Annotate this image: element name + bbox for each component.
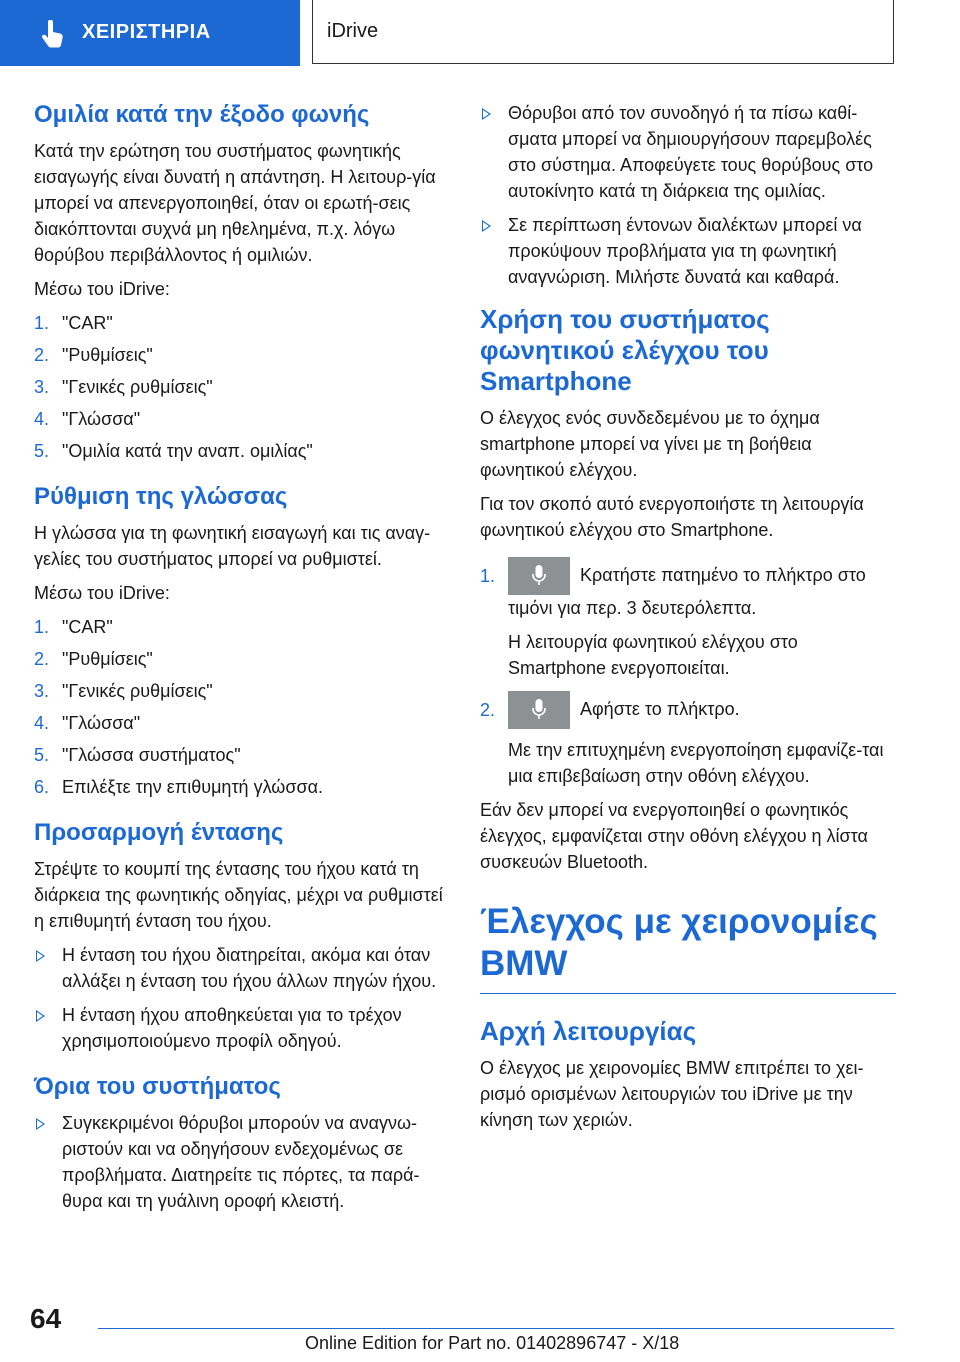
triangle-bullet-icon [36, 1010, 45, 1022]
hand-pointer-icon [40, 20, 66, 48]
steps-list [34, 310, 450, 464]
triangle-bullet-icon [482, 220, 491, 232]
section-title: iDrive [327, 20, 379, 42]
list-item [34, 710, 450, 736]
paragraph: Ο έλεγχος ενός συνδεδεμένου με το όχημα smartphone μπορεί να γίνει με τη βοήθεια φωνητικού ελέγχου. [480, 408, 820, 480]
step-result: Η λειτουργία φωνητικού ελέγχου στο Smartphone ενεργοποιείται. [508, 632, 798, 678]
steps-list [480, 691, 896, 729]
list-item [480, 212, 896, 290]
page-header [0, 0, 960, 66]
paragraph: Η γλώσσα για τη φωνητική εισαγωγή και τις αναγ-γελίες του συστήματος μπορεί να ρυθμιστεί. [34, 523, 431, 569]
notes-list [34, 1110, 450, 1214]
left-column [34, 100, 450, 1222]
step-text: Επιλέξτε την επιθυμητή γλώσσα. [62, 777, 323, 797]
step-number: 5. [34, 745, 50, 765]
step-number: 1. [34, 617, 50, 637]
list-item [34, 646, 450, 672]
heading-smartphone-voice: Χρήση του συστήματος φωνητικού ελέγχου του Smartphone [480, 304, 770, 396]
step-text: "Ρυθμίσεις" [62, 649, 153, 669]
list-item [480, 691, 896, 729]
step-number: 4. [34, 409, 50, 429]
notes-list [34, 942, 450, 1054]
list-item [34, 1110, 450, 1214]
list-item [34, 310, 450, 336]
bullet-text: Σε περίπτωση έντονων διαλέκτων μπορεί να προκύψουν προβλήματα για τη φωνητική αναγνώριση. Μιλήστε δυνατά και καθαρά. [508, 215, 862, 287]
step-text: "Γενικές ρυθμίσεις" [62, 377, 213, 397]
step-number: 5. [34, 441, 50, 461]
paragraph: Εάν δεν μπορεί να ενεργοποιηθεί ο φωνητικός έλεγχος, εμφανίζεται στην οθόνη ελέγχου η λίστα συσκευών Bluetooth. [480, 800, 868, 872]
list-item [34, 438, 450, 464]
step-text: "CAR" [62, 617, 113, 637]
steps-list [34, 614, 450, 800]
step-number: 1. [480, 566, 496, 586]
triangle-bullet-icon [482, 108, 491, 120]
list-item [480, 100, 896, 204]
step-text: "Ομιλία κατά την αναπ. ομιλίας" [62, 441, 313, 461]
step-text: "Γλώσσα" [62, 713, 141, 733]
list-item [34, 1002, 450, 1054]
list-item [34, 342, 450, 368]
page-number: 64 [30, 1303, 62, 1334]
footer-divider [98, 1328, 894, 1329]
notes-list [480, 100, 896, 290]
step-number: 2. [34, 345, 50, 365]
heading-bmw-gesture-control: Έλεγχος με χειρονομίες BMW [480, 902, 878, 983]
heading-language-setting: Ρύθμιση της γλώσσας [34, 483, 288, 510]
heading-speech-during-output: Ομιλία κατά την έξοδο φωνής [34, 101, 370, 128]
paragraph: Στρέψτε το κουμπί της έντασης του ήχου κατά τη διάρκεια της φωνητικής οδηγίας, μέχρι να ρυθμιστεί η επιθυμητή ένταση του ήχου. [34, 859, 443, 931]
right-column [480, 100, 896, 1141]
voice-button-image [508, 691, 570, 729]
step-text: "Γενικές ρυθμίσεις" [62, 681, 213, 701]
list-item [34, 614, 450, 640]
triangle-bullet-icon [36, 950, 45, 962]
step-number: 6. [34, 777, 50, 797]
microphone-icon [532, 565, 546, 587]
heading-system-limits: Όρια του συστήματος [34, 1073, 281, 1100]
triangle-bullet-icon [36, 1118, 45, 1130]
chapter-tab[interactable] [0, 0, 300, 66]
list-item [480, 557, 896, 621]
steps-list [480, 557, 896, 621]
heading-operating-principle: Αρχή λειτουργίας [480, 1016, 697, 1046]
bullet-text: Η ένταση ήχου αποθηκεύεται για το τρέχον χρησιμοποιούμενο προφίλ οδηγού. [62, 1005, 402, 1051]
paragraph: Κατά την ερώτηση του συστήματος φωνητικής εισαγωγής είναι δυνατή η απάντηση. Η λειτουρ-γία μπορεί να απενεργοποιηθεί, όταν οι ερωτή-σεις διακόπτονται συχνά μη ηθελημένα, π.χ. λόγω θορύβου περιβάλλοντος ή ομιλιών. [34, 141, 436, 265]
chapter-title: ΧΕΙΡΙΣΤΗΡΙΑ [82, 21, 211, 43]
list-item [34, 374, 450, 400]
step-text: Αφήστε το πλήκτρο. [580, 698, 740, 719]
edition-text: Online Edition for Part no. 01402896747 - X/18 [305, 1333, 680, 1353]
divider [480, 993, 896, 994]
paragraph: Μέσω του iDrive: [34, 583, 170, 603]
list-item [34, 742, 450, 768]
list-item [34, 406, 450, 432]
paragraph: Για τον σκοπό αυτό ενεργοποιήστε τη λειτουργία φωνητικού ελέγχου στο Smartphone. [480, 494, 864, 540]
paragraph: Ο έλεγχος με χειρονομίες BMW επιτρέπει το χει-ρισμό ορισμένων λειτουργιών του iDrive με την κίνηση των χεριών. [480, 1058, 864, 1130]
paragraph: Μέσω του iDrive: [34, 279, 170, 299]
section-box [312, 0, 894, 64]
bullet-text: Συγκεκριμένοι θόρυβοι μπορούν να αναγνω-ριστούν και να οδηγήσουν ενδεχομένως σε προβλήματα. Διατηρείτε τις πόρτες, τα παρά-θυρα και τη γυάλινη οροφή κλειστή. [62, 1113, 420, 1211]
list-item [34, 942, 450, 994]
bullet-text: Θόρυβοι από τον συνοδηγό ή τα πίσω καθί-σματα μπορεί να δημιουργήσουν παρεμβολές στο σύστημα. Αποφεύγετε τους θορύβους στο αυτοκίνητο κατά τη διάρκεια της ομιλίας. [508, 103, 874, 201]
step-text: "Ρυθμίσεις" [62, 345, 153, 365]
step-text: "Γλώσσα συστήματος" [62, 745, 241, 765]
list-item [34, 774, 450, 800]
list-item [34, 678, 450, 704]
step-number: 3. [34, 377, 50, 397]
step-number: 4. [34, 713, 50, 733]
step-number: 1. [34, 313, 50, 333]
step-text: "Γλώσσα" [62, 409, 141, 429]
step-number: 2. [34, 649, 50, 669]
step-result: Με την επιτυχημένη ενεργοποίηση εμφανίζε-ται μια επιβεβαίωση στην οθόνη ελέγχου. [508, 740, 884, 786]
step-number: 3. [34, 681, 50, 701]
microphone-icon [532, 699, 546, 721]
heading-volume-adjust: Προσαρμογή έντασης [34, 819, 284, 846]
step-text: Κρατήστε πατημένο το πλήκτρο στο τιμόνι για περ. 3 δευτερόλεπτα. [508, 564, 866, 618]
voice-button-image [508, 557, 570, 595]
bullet-text: Η ένταση του ήχου διατηρείται, ακόμα και όταν αλλάξει η ένταση του ήχου άλλων πηγών ήχου. [62, 945, 437, 991]
step-text: "CAR" [62, 313, 113, 333]
step-number: 2. [480, 700, 496, 720]
